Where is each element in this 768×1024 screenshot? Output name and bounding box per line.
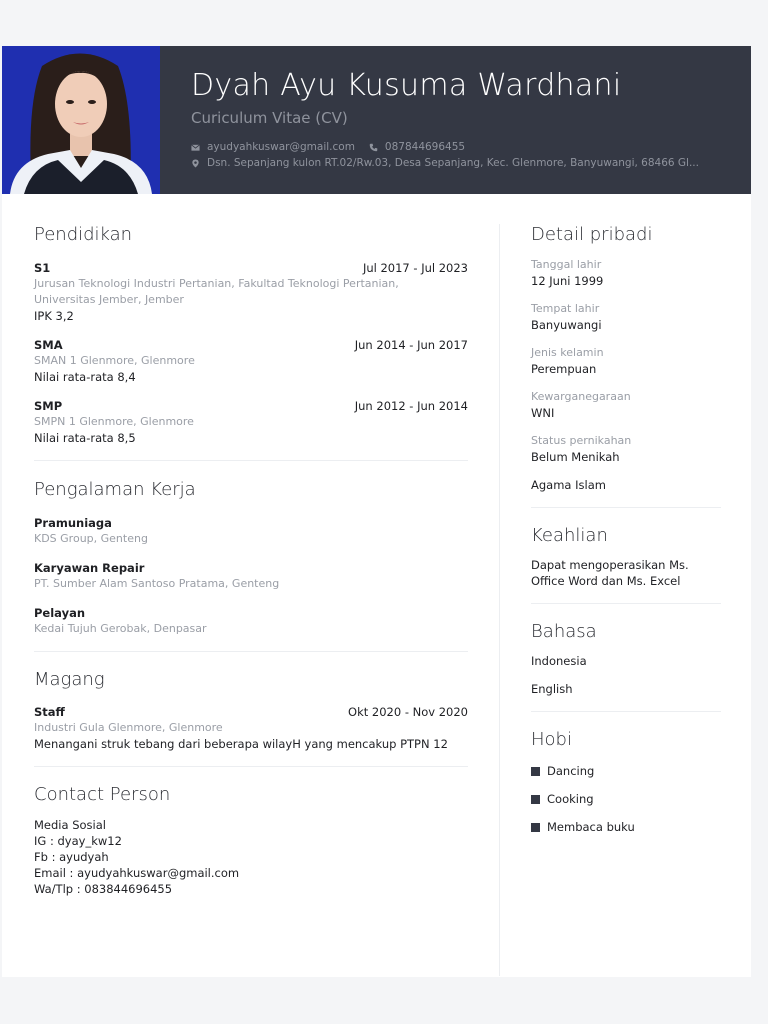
column-divider bbox=[499, 224, 500, 976]
entry-company: KDS Group, Genteng bbox=[34, 532, 148, 545]
entry-description: Menangani struk tebang dari beberapa wilayH yang mencakup PTPN 12 bbox=[34, 737, 448, 751]
detail-value: Belum Menikah bbox=[531, 450, 620, 464]
detail-label: Kewarganegaraan bbox=[531, 390, 631, 403]
internship-entry bbox=[34, 704, 468, 752]
entry-note: IPK 3,2 bbox=[34, 309, 74, 323]
entry-title: SMP bbox=[34, 399, 63, 413]
hobby-label: Membaca buku bbox=[547, 820, 635, 834]
hobby-label: Cooking bbox=[547, 792, 594, 806]
section-title-bahasa: Bahasa bbox=[531, 621, 597, 642]
entry-company: Industri Gula Glenmore, Glenmore bbox=[34, 721, 223, 734]
entry-institution: Jurusan Teknologi Industri Pertanian, Fakultad Teknologi Pertanian, Universitas Jember, Jember bbox=[34, 277, 399, 306]
section-divider bbox=[531, 711, 721, 712]
detail-item bbox=[531, 301, 721, 333]
detail-item bbox=[531, 345, 721, 377]
work-entry bbox=[34, 560, 468, 592]
contact-line-1 bbox=[191, 141, 465, 153]
address-text: Dsn. Sepanjang kulon RT.02/Rw.03, Desa Sepanjang, Kec. Glenmore, Banyuwangi, 68466 Gl... bbox=[207, 157, 699, 169]
square-bullet-icon bbox=[531, 767, 540, 776]
hobby-item bbox=[531, 763, 721, 779]
detail-item bbox=[531, 389, 721, 421]
detail-value: WNI bbox=[531, 406, 555, 420]
detail-label: Jenis kelamin bbox=[531, 346, 604, 359]
section-divider bbox=[531, 507, 721, 508]
work-entry bbox=[34, 605, 468, 637]
education-entry bbox=[34, 260, 468, 324]
section-divider bbox=[34, 651, 468, 652]
detail-item bbox=[531, 257, 721, 289]
contact-list bbox=[34, 817, 468, 897]
cv-page bbox=[2, 46, 751, 977]
cv-subtitle: Curiculum Vitae (CV) bbox=[191, 109, 348, 127]
contact-line: Email : ayudyahkuswar@gmail.com bbox=[34, 866, 240, 880]
entry-title: S1 bbox=[34, 261, 51, 275]
hobby-item bbox=[531, 791, 721, 807]
entry-date: Okt 2020 - Nov 2020 bbox=[348, 705, 468, 719]
section-divider bbox=[531, 603, 721, 604]
person-name: Dyah Ayu Kusuma Wardhani bbox=[191, 68, 622, 103]
education-entry bbox=[34, 337, 468, 385]
contact-line: IG : dyay_kw12 bbox=[34, 834, 122, 848]
skill-text: Dapat mengoperasikan Ms. Office Word dan Ms. Excel bbox=[531, 558, 689, 588]
section-title-detail: Detail pribadi bbox=[531, 224, 653, 245]
section-title-pengalaman: Pengalaman Kerja bbox=[34, 479, 196, 500]
education-entry bbox=[34, 398, 468, 446]
hobby-item bbox=[531, 819, 721, 835]
phone-icon bbox=[369, 143, 378, 152]
religion-text: Agama Islam bbox=[531, 478, 606, 492]
entry-date: Jun 2012 - Jun 2014 bbox=[354, 399, 468, 413]
contact-line-2 bbox=[191, 157, 719, 169]
section-divider bbox=[34, 766, 468, 767]
contact-line: Wa/Tlp : 083844696455 bbox=[34, 882, 173, 896]
envelope-icon bbox=[191, 143, 200, 152]
entry-institution: SMPN 1 Glenmore, Glenmore bbox=[34, 415, 194, 428]
detail-value: Banyuwangi bbox=[531, 318, 602, 332]
left-column bbox=[34, 224, 468, 897]
hobby-label: Dancing bbox=[547, 764, 595, 778]
entry-date: Jun 2014 - Jun 2017 bbox=[354, 338, 468, 352]
entry-company: Kedai Tujuh Gerobak, Denpasar bbox=[34, 622, 207, 635]
square-bullet-icon bbox=[531, 823, 540, 832]
entry-company: PT. Sumber Alam Santoso Pratama, Genteng bbox=[34, 577, 280, 590]
entry-title: Karyawan Repair bbox=[34, 561, 145, 575]
entry-note: Nilai rata-rata 8,4 bbox=[34, 370, 136, 384]
detail-value: Perempuan bbox=[531, 362, 597, 376]
square-bullet-icon bbox=[531, 795, 540, 804]
section-title-keahlian: Keahlian bbox=[531, 525, 608, 546]
section-title-hobi: Hobi bbox=[531, 729, 572, 750]
section-divider bbox=[34, 460, 468, 461]
entry-title: Pramuniaga bbox=[34, 516, 112, 530]
profile-photo bbox=[2, 46, 160, 194]
entry-institution: SMAN 1 Glenmore, Glenmore bbox=[34, 354, 195, 367]
language-item: Indonesia bbox=[531, 654, 587, 668]
entry-title: Staff bbox=[34, 705, 65, 719]
language-item: English bbox=[531, 682, 573, 696]
cv-header bbox=[2, 46, 751, 194]
contact-line: Fb : ayudyah bbox=[34, 850, 109, 864]
detail-label: Tempat lahir bbox=[531, 302, 600, 315]
entry-date: Jul 2017 - Jul 2023 bbox=[362, 261, 468, 275]
detail-label: Tanggal lahir bbox=[531, 258, 602, 271]
entry-title: SMA bbox=[34, 338, 63, 352]
contact-line: Media Sosial bbox=[34, 818, 106, 832]
detail-value: 12 Juni 1999 bbox=[531, 274, 604, 288]
phone-number[interactable]: 087844696455 bbox=[384, 141, 466, 153]
detail-item bbox=[531, 433, 721, 465]
section-title-pendidikan: Pendidikan bbox=[34, 224, 133, 245]
section-title-magang: Magang bbox=[34, 669, 105, 690]
entry-title: Pelayan bbox=[34, 606, 86, 620]
work-entry bbox=[34, 515, 468, 547]
section-title-contact: Contact Person bbox=[34, 784, 171, 805]
email-link[interactable]: ayudyahkuswar@gmail.com bbox=[207, 141, 355, 153]
right-column bbox=[531, 224, 721, 835]
detail-label: Status pernikahan bbox=[531, 434, 632, 447]
location-pin-icon bbox=[191, 159, 200, 168]
entry-note: Nilai rata-rata 8,5 bbox=[34, 431, 136, 445]
